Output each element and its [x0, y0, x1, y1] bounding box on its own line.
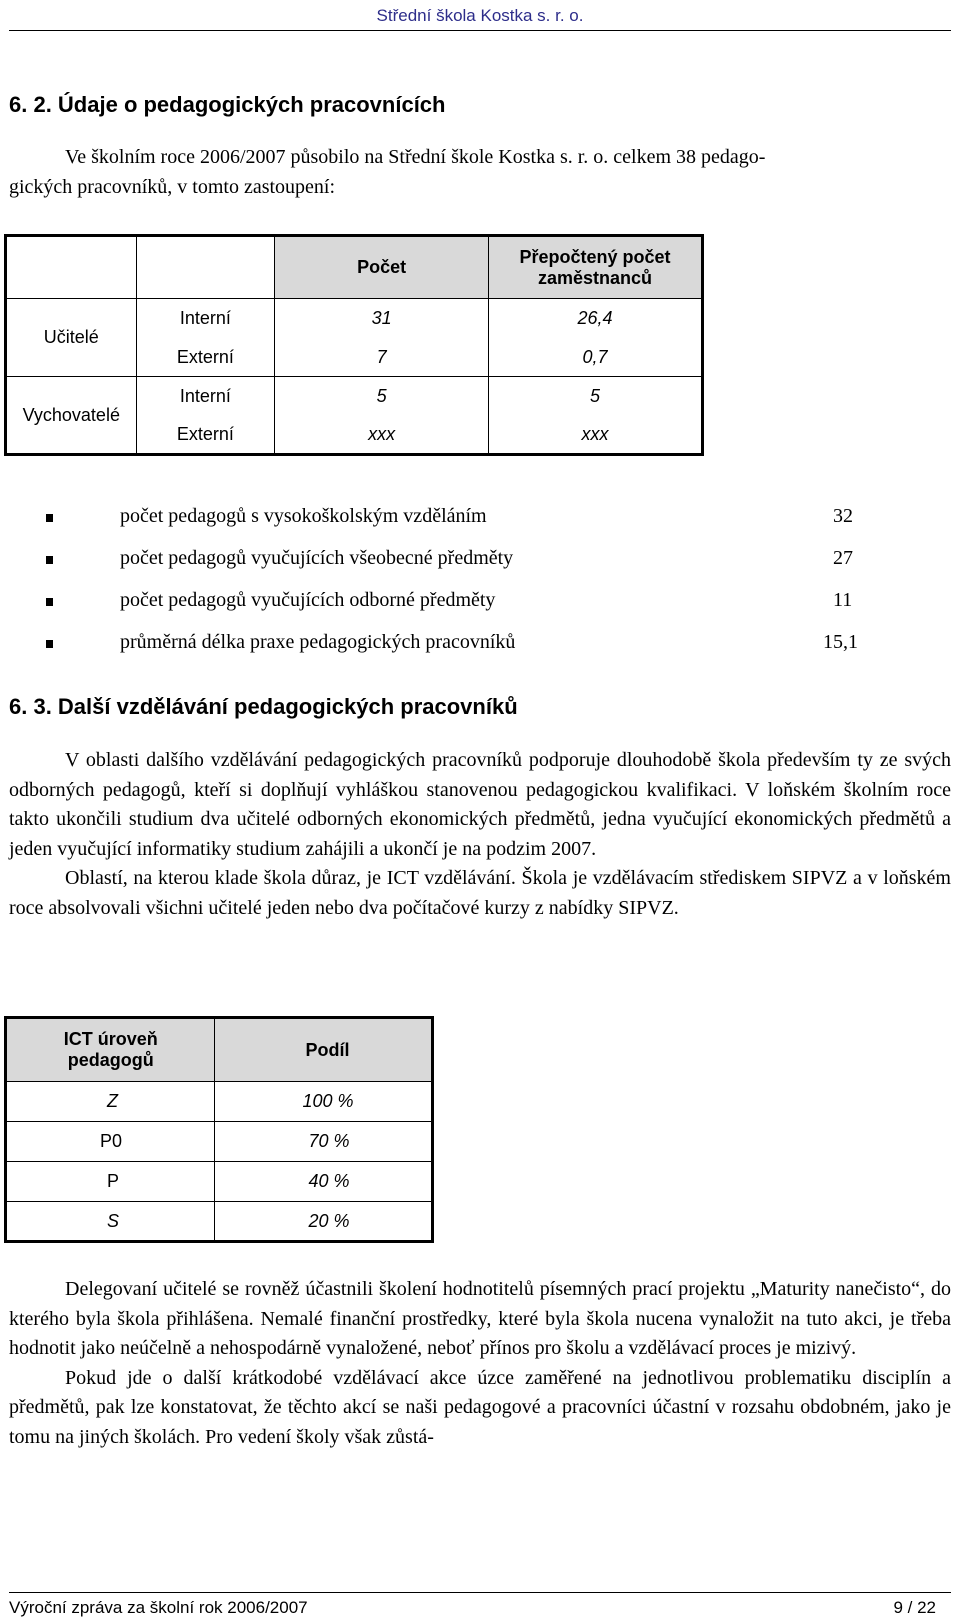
type-cell: Interní — [136, 377, 275, 417]
share-cell: 40 % — [215, 1162, 433, 1202]
share-cell: 100 % — [215, 1082, 433, 1122]
stat-value: 11 — [833, 589, 853, 611]
page-number: 9 / 22 — [893, 1598, 936, 1617]
bullet-icon — [46, 640, 53, 648]
count-cell: xxx — [275, 417, 489, 455]
bullet-icon — [46, 556, 53, 564]
stats-list — [46, 505, 936, 665]
stat-label: počet pedagogů s vysokoškolským vzděláním — [120, 505, 487, 527]
intro-line-1: Ve školním roce 2006/2007 působilo na Střední škole Kostka s. r. o. celkem 38 pedago- — [65, 146, 766, 168]
type-cell: Externí — [136, 339, 275, 377]
paragraph: Delegovaní učitelé se rovněž účastnili školení hodnotitelů písemných prací projektu „Maturity nanečisto“, do kterého byla škola přihlášena. Nemalé finanční prostředky, které byla škola nucena vynaložit na tuto akci, je třeba hodnotit jako neúčelně a nehospodárně vynaložené, neboť přínos pro školu a vzdělávací proces je mizivý. — [9, 1278, 951, 1359]
level-cell: P — [6, 1162, 215, 1202]
section-heading-6-2: 6. 2. Údaje o pedagogických pracovnících — [9, 92, 446, 117]
type-cell: Externí — [136, 417, 275, 455]
fte-cell: 0,7 — [489, 339, 703, 377]
count-cell: 7 — [275, 339, 489, 377]
footer-divider — [9, 1592, 951, 1593]
group-cell: Učitelé — [6, 299, 137, 377]
bullet-icon — [46, 514, 53, 522]
list-item — [46, 631, 926, 661]
closing-text — [9, 1275, 951, 1452]
col-header-level-line2: pedagogů — [67, 1050, 154, 1070]
paragraph: Oblastí, na kterou klade škola důraz, je ICT vzdělávání. Škola je vzdělávacím střediskem SIPVZ a v loňském roce absolvovali všichni učitelé jeden nebo dva počítačové kurzy z nabídky SIPVZ. — [9, 867, 951, 919]
stat-label: průměrná délka praxe pedagogických pracovníků — [120, 631, 516, 653]
empty-corner — [136, 236, 275, 299]
table-row — [6, 1162, 433, 1202]
stat-value: 32 — [833, 505, 853, 527]
level-cell: P0 — [6, 1122, 215, 1162]
intro-line-2: gických pracovníků, v tomto zastoupení: — [9, 176, 336, 198]
count-cell: 5 — [275, 377, 489, 417]
share-cell: 70 % — [215, 1122, 433, 1162]
staff-table-header-row — [6, 236, 703, 299]
page-header: Střední škola Kostka s. r. o. — [376, 6, 584, 25]
list-item — [46, 589, 926, 619]
staff-table — [4, 234, 704, 456]
col-header-fte-line2: zaměstnanců — [538, 267, 653, 288]
list-item — [46, 547, 926, 577]
col-header-count: Počet — [275, 236, 489, 299]
fte-cell: 5 — [489, 377, 703, 417]
stat-label: počet pedagogů vyučujících všeobecné předměty — [120, 547, 514, 569]
share-cell: 20 % — [215, 1202, 433, 1242]
count-cell: 31 — [275, 299, 489, 339]
list-item — [46, 505, 926, 535]
level-cell: S — [6, 1202, 215, 1242]
col-header-level — [6, 1018, 215, 1082]
header-divider — [9, 30, 951, 31]
table-row — [6, 1122, 433, 1162]
table-row — [6, 299, 703, 339]
level-cell: Z — [6, 1082, 215, 1122]
col-header-fte — [489, 236, 703, 299]
paragraph: Pokud jde o další krátkodobé vzdělávací akce úzce zaměřené na jednotlivou problematiku disciplín a předmětů, pak lze konstatovat, že těchto akcí se naši pedagogové a pracovníci účastní v rozsahu obdobném, jako je tomu na jiných školách. Pro vedení školy však zůstá- — [9, 1366, 951, 1448]
fte-cell: 26,4 — [489, 299, 703, 339]
group-cell: Vychovatelé — [6, 377, 137, 455]
stat-value: 15,1 — [823, 631, 858, 653]
ict-table — [4, 1016, 434, 1243]
fte-cell: xxx — [489, 417, 703, 455]
empty-corner — [6, 236, 137, 299]
paragraph: V oblasti dalšího vzdělávání pedagogických pracovníků podporuje dlouhodobě škola především ty ze svých odborných pedagogů, kteří si doplňují vyhláškou stanovenou pedagogickou kvalifikaci. V loňském školním roce takto ukončili studium dva učitelé odborných ekonomických předmětů, jedna vyučující ekonomických předmětů a jeden vyučující informatiky studium zahájili a ukončí je na podzim 2007. — [9, 749, 951, 860]
footer-title: Výroční zpráva za školní rok 2006/2007 — [9, 1598, 308, 1617]
stat-label: počet pedagogů vyučujících odborné předměty — [120, 589, 496, 611]
ict-table-header-row — [6, 1018, 433, 1082]
stat-value: 27 — [833, 547, 853, 569]
table-row — [6, 377, 703, 417]
table-row — [6, 1082, 433, 1122]
table-row — [6, 1202, 433, 1242]
col-header-share: Podíl — [215, 1018, 433, 1082]
bullet-icon — [46, 598, 53, 606]
section-heading-6-3: 6. 3. Další vzdělávání pedagogických pracovníků — [9, 694, 518, 719]
col-header-fte-line1: Přepočtený počet — [519, 246, 671, 267]
type-cell: Interní — [136, 299, 275, 339]
col-header-level-line1: ICT úroveň — [63, 1029, 158, 1049]
section-6-3-text — [9, 746, 951, 923]
